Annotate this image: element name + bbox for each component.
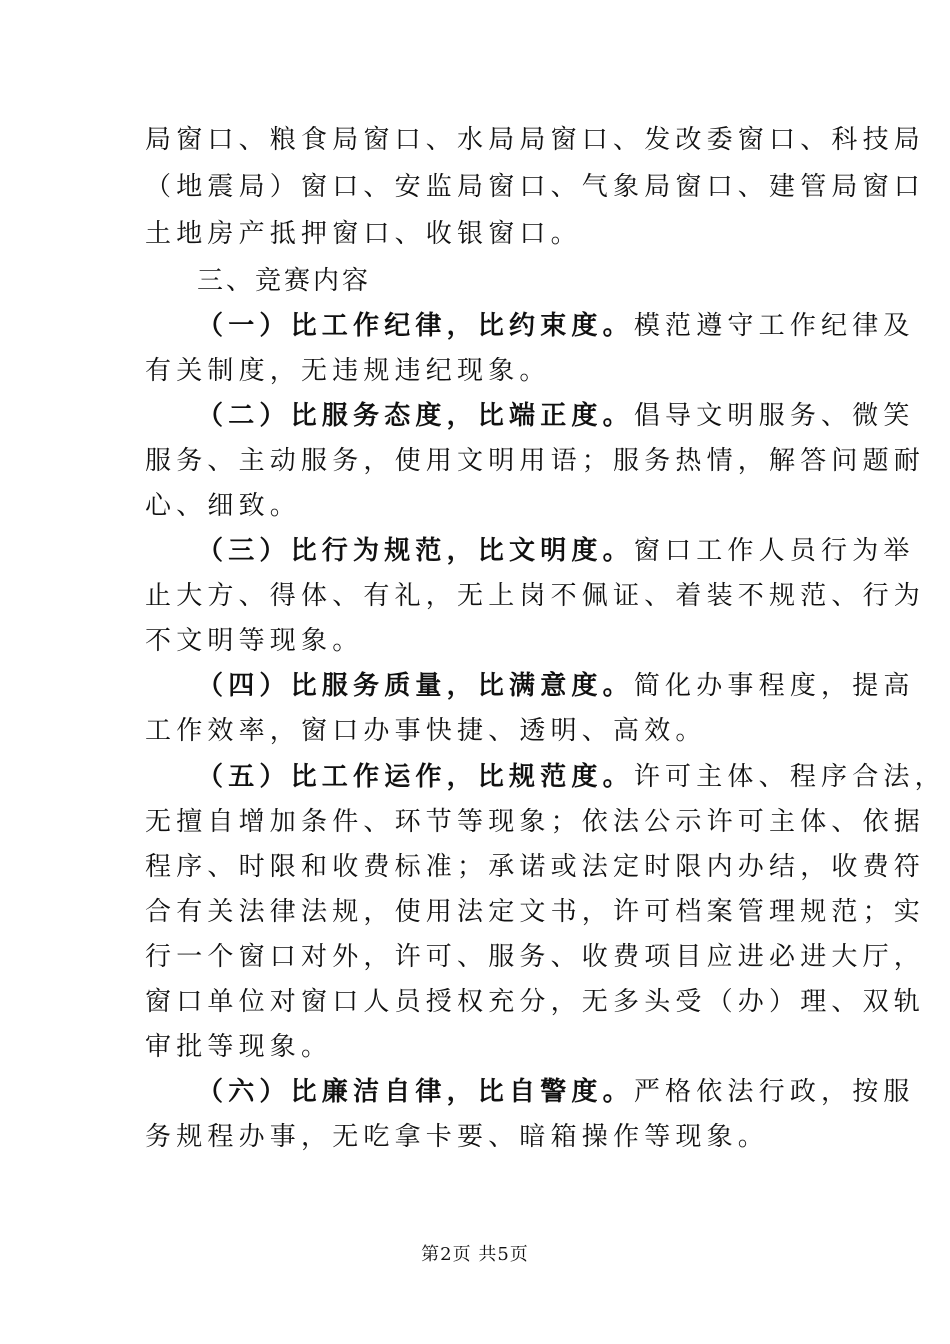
item-text: 严格依法行政，按服 [633,1077,915,1107]
paragraph-line: 止大方、得体、有礼，无上岗不佩证、着装不规范、行为 [145,581,926,611]
paragraph-line: 行一个窗口对外，许可、服务、收费项目应进必进大厅， [145,942,926,972]
paragraph-line: 不文明等现象。 [145,626,364,656]
item-title: （三）比行为规范，比文明度。 [197,536,634,566]
item-title: （六）比廉洁自律，比自警度。 [197,1077,634,1107]
paragraph-line: 务规程办事，无吃拿卡要、暗箱操作等现象。 [145,1122,770,1152]
paragraph-line: 服务、主动服务，使用文明用语；服务热情，解答问题耐 [145,446,926,476]
item-text: 许可主体、程序合法， [633,762,946,792]
item-title: （五）比工作运作，比规范度。 [197,762,634,792]
item-first-line [197,1077,915,1107]
paragraph-line: 土地房产抵押窗口、收银窗口。 [145,219,582,249]
item-text: 窗口工作人员行为举 [633,536,915,566]
page-number-footer: 第2页 共5页 [421,1244,529,1265]
item-first-line [197,762,946,792]
paragraph-line: 心、细致。 [145,491,302,521]
paragraph-line: 工作效率，窗口办事快捷、透明、高效。 [145,716,707,746]
item-text: 倡导文明服务、微笑 [633,401,915,431]
item-first-line [197,536,915,566]
item-text: 模范遵守工作纪律及 [633,311,915,341]
paragraph-line: （地震局）窗口、安监局窗口、气象局窗口、建管局窗口 [145,172,926,202]
item-first-line [197,671,915,701]
item-first-line [197,401,915,431]
paragraph-line: 审批等现象。 [145,1032,333,1062]
section-heading: 三、竞赛内容 [197,266,372,296]
paragraph-line: 无擅自增加条件、环节等现象；依法公示许可主体、依据 [145,807,926,837]
item-title: （四）比服务质量，比满意度。 [197,671,634,701]
paragraph-line: 合有关法律法规，使用法定文书，许可档案管理规范；实 [145,897,926,927]
paragraph-line: 有关制度，无违规违纪现象。 [145,356,551,386]
item-first-line [197,311,915,341]
item-title: （二）比服务态度，比端正度。 [197,401,634,431]
paragraph-line: 局窗口、粮食局窗口、水局局窗口、发改委窗口、科技局 [145,125,926,155]
paragraph-line: 窗口单位对窗口人员授权充分，无多头受（办）理、双轨 [145,987,926,1017]
item-text: 简化办事程度，提高 [633,671,915,701]
paragraph-line: 程序、时限和收费标准；承诺或法定时限内办结，收费符 [145,852,926,882]
item-title: （一）比工作纪律，比约束度。 [197,311,634,341]
